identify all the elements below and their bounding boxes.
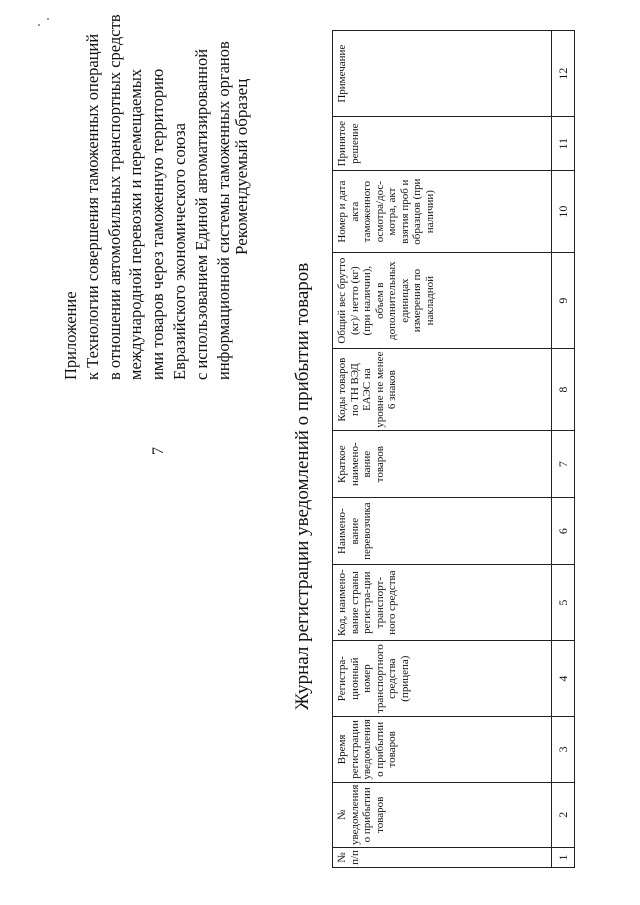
header-cell: № п/п (333, 848, 552, 868)
column-number: 2 (552, 782, 575, 847)
header-cell: Код, наимено-вание страны регистра-ции транспорт-ного средства (333, 565, 552, 641)
header-cell: Номер и дата акта таможенного осмотра/дос-мотра, акт взятия проб и образцов (при наличии) (333, 171, 552, 253)
appendix-line: Приложение (61, 291, 80, 380)
header-cell: Общий вес брутто (кг)/ нетто (кг) (при наличии), объем в дополнительных единицах измерения по накладной (333, 253, 552, 349)
column-number: 10 (552, 171, 575, 253)
appendix-line: информационной системы таможенных органов (213, 41, 233, 380)
header-cell: Регистра-ционный номер транспортного средства (прицепа) (333, 641, 552, 717)
header-cell: № уведомления о прибытии товаров (333, 782, 552, 847)
appendix-line: с использованием Единой автоматизированной (191, 48, 211, 380)
table-number-row (552, 31, 575, 868)
column-number: 5 (552, 565, 575, 641)
column-number: 7 (552, 431, 575, 498)
appendix-line: к Технологии совершения таможенных операций (82, 33, 102, 380)
header-cell: Наимено-вание перевозчика (333, 498, 552, 565)
column-number: 12 (552, 31, 575, 117)
header-cell: Время регистрации уведомления о прибытии товаров (333, 717, 552, 782)
column-number: 11 (552, 117, 575, 171)
header-cell: Примечание (333, 31, 552, 117)
header-cell: Краткое наимено-вание товаров (333, 431, 552, 498)
header-cell: Принятое решение (333, 117, 552, 171)
column-number: 9 (552, 253, 575, 349)
appendix-line: ими товаров через таможенную территорию (148, 68, 168, 380)
column-number: 6 (552, 498, 575, 565)
column-number: 4 (552, 641, 575, 717)
appendix-line: международной перевозки и перемещаемых (126, 68, 146, 380)
header-cell: Коды товаров по ТН ВЭД ЕАЭС на уровне не менее 6 знаков (333, 349, 552, 431)
appendix-line: Евразийского экономического союза (169, 123, 189, 380)
column-number: 1 (552, 848, 575, 868)
appendix-line: в отношении автомобильных транспортных средств (104, 14, 124, 380)
page-number: 7 (150, 447, 167, 455)
journal-table (332, 30, 575, 868)
column-number: 3 (552, 717, 575, 782)
table-header-row (333, 31, 552, 868)
appendix-note (60, 14, 234, 380)
journal-title: Журнал регистрации уведомлений о прибытии товаров (292, 262, 313, 710)
column-number: 8 (552, 349, 575, 431)
sample-label: Рекомендуемый образец (232, 78, 251, 255)
